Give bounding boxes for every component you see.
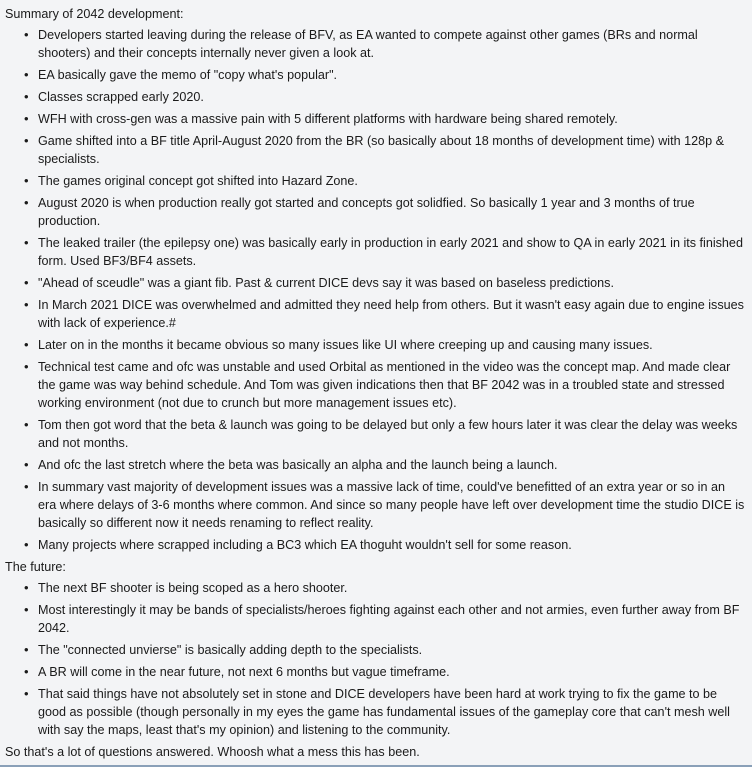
list-item-text: In March 2021 DICE was overwhelmed and admitted they need help from others. But it wasn't easy again due to engine issues with lack of experience.# bbox=[38, 298, 744, 330]
list-item bbox=[24, 663, 745, 681]
bullet-icon: • bbox=[24, 297, 29, 312]
list-item-text: Most interestingly it may be bands of specialists/heroes fighting against each other and not armies, even further away from BF 2042. bbox=[38, 603, 740, 635]
list-item-text: Classes scrapped early 2020. bbox=[38, 90, 204, 104]
list-item-text: "Ahead of sceudle" was a giant fib. Past & current DICE devs say it was based on baseless predictions. bbox=[38, 276, 614, 290]
list-item bbox=[24, 296, 745, 332]
closing-text: So that's a lot of questions answered. Whoosh what a mess this has been. bbox=[5, 745, 420, 759]
bullet-icon: • bbox=[24, 479, 29, 494]
list-item-text: In summary vast majority of development issues was a massive lack of time, could've benefitted of an extra year or so in an era where delays of 3-6 months where common. And since so many people have left over development time the studio DICE is basically so different now it needs renaming to reflect reality. bbox=[38, 480, 745, 530]
list-item-text: EA basically gave the memo of "copy what's popular". bbox=[38, 68, 338, 82]
list-item-text: Technical test came and ofc was unstable and used Orbital as mentioned in the video was the concept map. And made clear the game was way behind schedule. And Tom was given indications then that BF 2042 was in a troubled state and stressed working environment (not due to crunch but more management issues etc). bbox=[38, 360, 731, 410]
list-item bbox=[24, 66, 745, 84]
list-item-text: The games original concept got shifted into Hazard Zone. bbox=[38, 174, 358, 188]
list-item bbox=[24, 110, 745, 128]
list-item bbox=[24, 416, 745, 452]
list-item bbox=[24, 478, 745, 532]
list-item bbox=[24, 641, 745, 659]
list-item-text: The next BF shooter is being scoped as a hero shooter. bbox=[38, 581, 348, 595]
list-item bbox=[24, 234, 745, 270]
summary-list bbox=[5, 26, 745, 554]
list-item-text: Tom then got word that the beta & launch was going to be delayed but only a few hours later it was clear the delay was weeks and not months. bbox=[38, 418, 738, 450]
list-item bbox=[24, 132, 745, 168]
list-item-text: That said things have not absolutely set in stone and DICE developers have been hard at work trying to fix the game to be good as possible (though personally in my eyes the game has fundamental issues of the gameplay core that can't mesh well with say the maps, least that's my opinion) and listening to the community. bbox=[38, 687, 730, 737]
bullet-icon: • bbox=[24, 173, 29, 188]
list-item-text: The "connected unvierse" is basically adding depth to the specialists. bbox=[38, 643, 423, 657]
bullet-icon: • bbox=[24, 195, 29, 210]
bullet-icon: • bbox=[24, 275, 29, 290]
list-item bbox=[24, 172, 745, 190]
bullet-icon: • bbox=[24, 337, 29, 352]
bullet-icon: • bbox=[24, 359, 29, 374]
bullet-icon: • bbox=[24, 537, 29, 552]
list-item bbox=[24, 456, 745, 474]
list-item-text: And ofc the last stretch where the beta was basically an alpha and the launch being a launch. bbox=[38, 458, 558, 472]
list-item-text: Later on in the months it became obvious so many issues like UI where creeping up and causing many issues. bbox=[38, 338, 653, 352]
list-item bbox=[24, 685, 745, 739]
list-item bbox=[24, 88, 745, 106]
list-item-text: A BR will come in the near future, not next 6 months but vague timeframe. bbox=[38, 665, 450, 679]
list-item bbox=[24, 26, 745, 62]
list-item-text: August 2020 is when production really got started and concepts got solidfied. So basically 1 year and 3 months of true production. bbox=[38, 196, 695, 228]
bullet-icon: • bbox=[24, 111, 29, 126]
list-item bbox=[24, 601, 745, 637]
bullet-icon: • bbox=[24, 27, 29, 42]
bullet-icon: • bbox=[24, 417, 29, 432]
future-list bbox=[5, 579, 745, 739]
list-item bbox=[24, 536, 745, 554]
list-item-text: Game shifted into a BF title April-August 2020 from the BR (so basically about 18 months of development time) with 128p & specialists. bbox=[38, 134, 725, 166]
list-item-text: Many projects where scrapped including a BC3 which EA thoguht wouldn't sell for some reason. bbox=[38, 538, 572, 552]
bullet-icon: • bbox=[24, 457, 29, 472]
bullet-icon: • bbox=[24, 235, 29, 250]
bullet-icon: • bbox=[24, 602, 29, 617]
bullet-icon: • bbox=[24, 67, 29, 82]
bullet-icon: • bbox=[24, 642, 29, 657]
bullet-icon: • bbox=[24, 686, 29, 701]
bullet-icon: • bbox=[24, 133, 29, 148]
bullet-icon: • bbox=[24, 580, 29, 595]
list-item bbox=[24, 194, 745, 230]
bullet-icon: • bbox=[24, 89, 29, 104]
future-heading: The future: bbox=[5, 560, 66, 574]
list-item bbox=[24, 358, 745, 412]
list-item-text: The leaked trailer (the epilepsy one) was basically early in production in early 2021 and show to QA in early 2021 in its finished form. Used BF3/BF4 assets. bbox=[38, 236, 743, 268]
list-item bbox=[24, 336, 745, 354]
summary-heading: Summary of 2042 development: bbox=[5, 7, 184, 21]
list-item-text: Developers started leaving during the release of BFV, as EA wanted to compete against other games (BRs and normal shooters) and their concepts internally never given a look at. bbox=[38, 28, 698, 60]
list-item bbox=[24, 274, 745, 292]
list-item bbox=[24, 579, 745, 597]
bullet-icon: • bbox=[24, 664, 29, 679]
list-item-text: WFH with cross-gen was a massive pain with 5 different platforms with hardware being shared remotely. bbox=[38, 112, 618, 126]
